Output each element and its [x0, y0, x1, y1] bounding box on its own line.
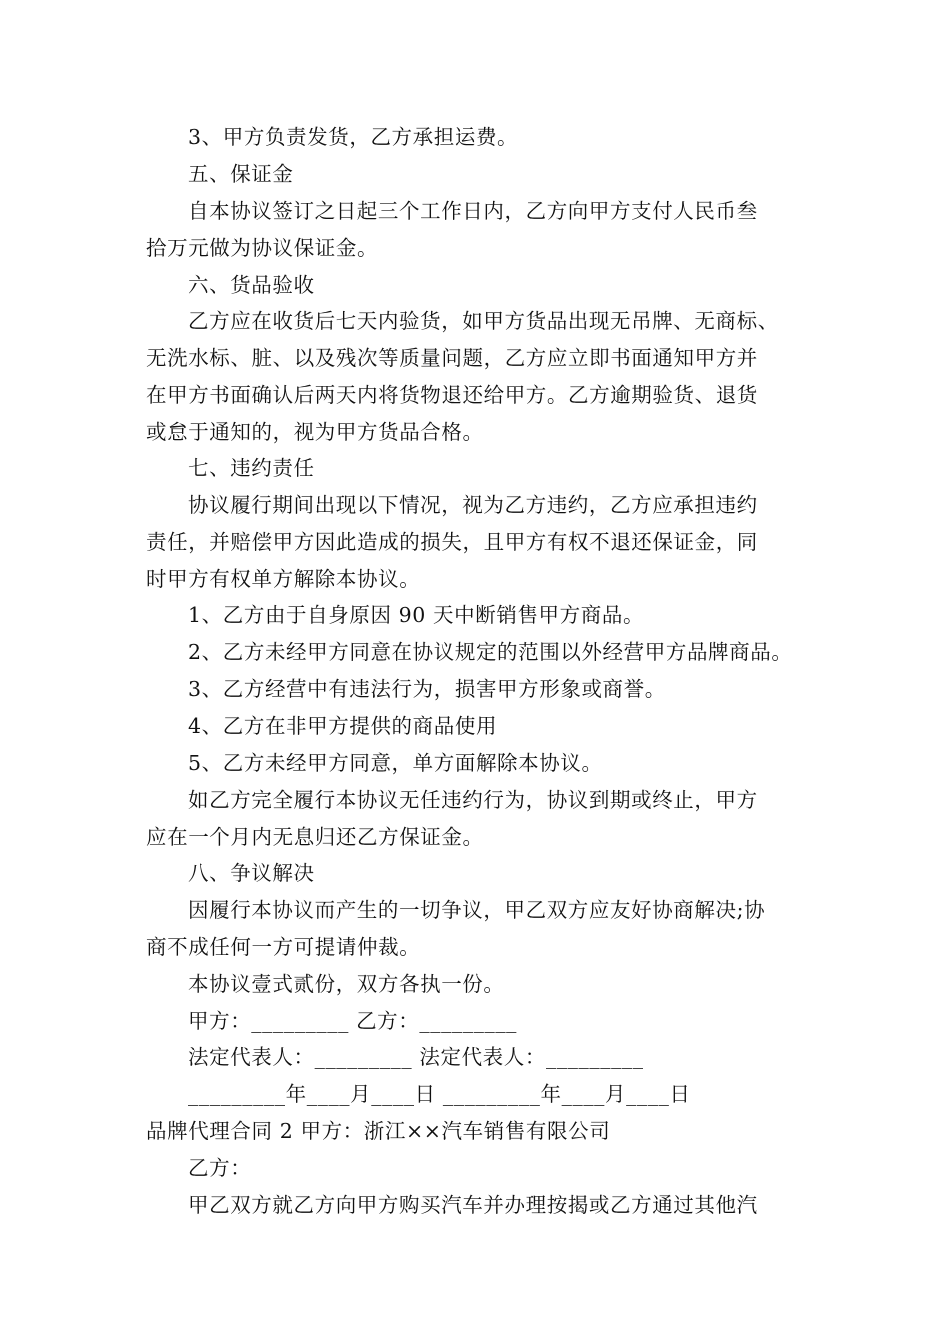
paragraph-line: 商不成任何一方可提请仲裁。	[146, 935, 421, 959]
paragraph-line: 时甲方有权单方解除本协议。	[146, 567, 421, 591]
list-item: 5、乙方未经甲方同意，单方面解除本协议。	[188, 751, 603, 775]
paragraph-line: 如乙方完全履行本协议无任违约行为，协议到期或终止，甲方	[188, 788, 758, 812]
signature-line-dates: _________年____月____日 _________年____月____日	[188, 1082, 691, 1106]
list-item: 1、乙方由于自身原因 90 天中断销售甲方商品。	[188, 603, 645, 627]
paragraph-line: 本协议壹式贰份，双方各执一份。	[188, 972, 505, 996]
paragraph-line: 协议履行期间出现以下情况，视为乙方违约，乙方应承担违约	[188, 493, 758, 517]
paragraph-line: 乙方应在收货后七天内验货，如甲方货品出现无吊牌、无商标、	[188, 309, 779, 333]
section-heading: 八、争议解决	[188, 861, 315, 885]
paragraph-line: 因履行本协议而产生的一切争议，甲乙双方应友好协商解决;协	[188, 898, 766, 922]
party-b-line: 乙方：	[188, 1156, 252, 1180]
paragraph-line: 甲乙双方就乙方向甲方购买汽车并办理按揭或乙方通过其他汽	[188, 1193, 758, 1217]
paragraph-line: 责任，并赔偿甲方因此造成的损失，且甲方有权不退还保证金，同	[146, 530, 758, 554]
paragraph-line: 应在一个月内无息归还乙方保证金。	[146, 825, 484, 849]
paragraph-line: 或怠于通知的，视为甲方货品合格。	[146, 420, 484, 444]
section-heading: 六、货品验收	[188, 273, 315, 297]
section-heading: 五、保证金	[188, 162, 294, 186]
list-item: 2、乙方未经甲方同意在协议规定的范围以外经营甲方品牌商品。	[188, 640, 793, 664]
list-item: 4、乙方在非甲方提供的商品使用	[188, 714, 498, 738]
paragraph-line: 拾万元做为协议保证金。	[146, 236, 379, 260]
list-item: 3、乙方经营中有违法行为，损害甲方形象或商誉。	[188, 677, 666, 701]
signature-line-representatives: 法定代表人：_________ 法定代表人：_________	[188, 1045, 644, 1069]
contract-title-line: 品牌代理合同 2 甲方：浙江××汽车销售有限公司	[146, 1119, 611, 1143]
paragraph-line: 3、甲方负责发货，乙方承担运费。	[188, 125, 519, 149]
paragraph-line: 自本协议签订之日起三个工作日内，乙方向甲方支付人民币叁	[188, 199, 758, 223]
paragraph-line: 在甲方书面确认后两天内将货物退还给甲方。乙方逾期验货、退货	[146, 383, 758, 407]
section-heading: 七、违约责任	[188, 456, 315, 480]
signature-line-parties: 甲方：_________ 乙方：_________	[188, 1009, 518, 1033]
paragraph-line: 无洗水标、脏、以及残次等质量问题，乙方应立即书面通知甲方并	[146, 346, 758, 370]
